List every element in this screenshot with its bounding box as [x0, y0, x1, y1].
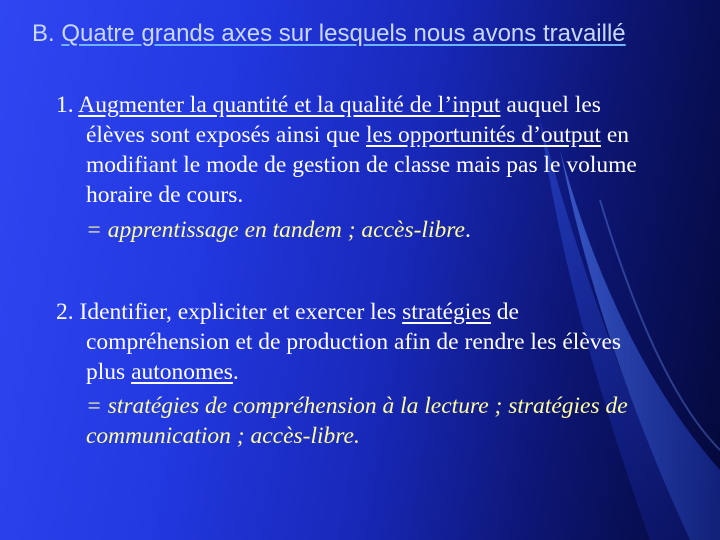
point-2 — [56, 297, 706, 451]
point-2-underlined-strategies: stratégies — [402, 299, 491, 325]
point-1-line-3: modifiant le mode de gestion de classe mais pas le volume — [86, 152, 637, 178]
point-2-underlined-autonomes: autonomes — [131, 359, 233, 385]
point-1-line-2-text: élèves sont exposés ainsi que — [86, 122, 366, 148]
point-2-line-3 — [56, 357, 706, 387]
point-1-line-2-tail: en — [600, 122, 630, 148]
title-prefix: B. — [32, 20, 62, 47]
point-2-line-2: compréhension et de production afin de rendre les élèves — [86, 329, 622, 355]
point-2-line-1-text: 2. Identifier, expliciter et exercer les — [56, 299, 403, 325]
point-1-number: 1. — [56, 92, 74, 118]
point-2-line-3-text: plus — [86, 359, 132, 385]
title-underlined-text: Quatre grands axes sur lesquels nous avons travaillé — [61, 20, 626, 47]
point-2-line-1-tail: de — [490, 299, 519, 325]
point-1-underlined-output: les opportunités d’output — [365, 122, 601, 148]
point-2-line-1 — [56, 297, 706, 327]
point-1-text-a: auquel les — [500, 92, 601, 118]
point-1-line-4: horaire de cours. — [86, 182, 244, 208]
point-1-line-2 — [56, 120, 706, 150]
slide-title — [32, 19, 626, 49]
point-1-equation-end: . — [464, 217, 471, 243]
point-2-equation-line-2: communication ; accès-libre. — [86, 423, 360, 449]
point-2-line-3-tail: . — [232, 359, 239, 385]
point-1 — [56, 90, 706, 245]
point-2-equation-line-1: = stratégies de compréhension à la lecture ; stratégies de — [86, 393, 628, 419]
point-1-line-1 — [56, 90, 706, 120]
point-1-equation — [56, 215, 706, 245]
point-1-equation-text: = apprentissage en tandem ; accès-libre — [86, 217, 465, 243]
point-1-underlined-input: Augmenter la quantité et la qualité de l’input — [78, 92, 501, 118]
